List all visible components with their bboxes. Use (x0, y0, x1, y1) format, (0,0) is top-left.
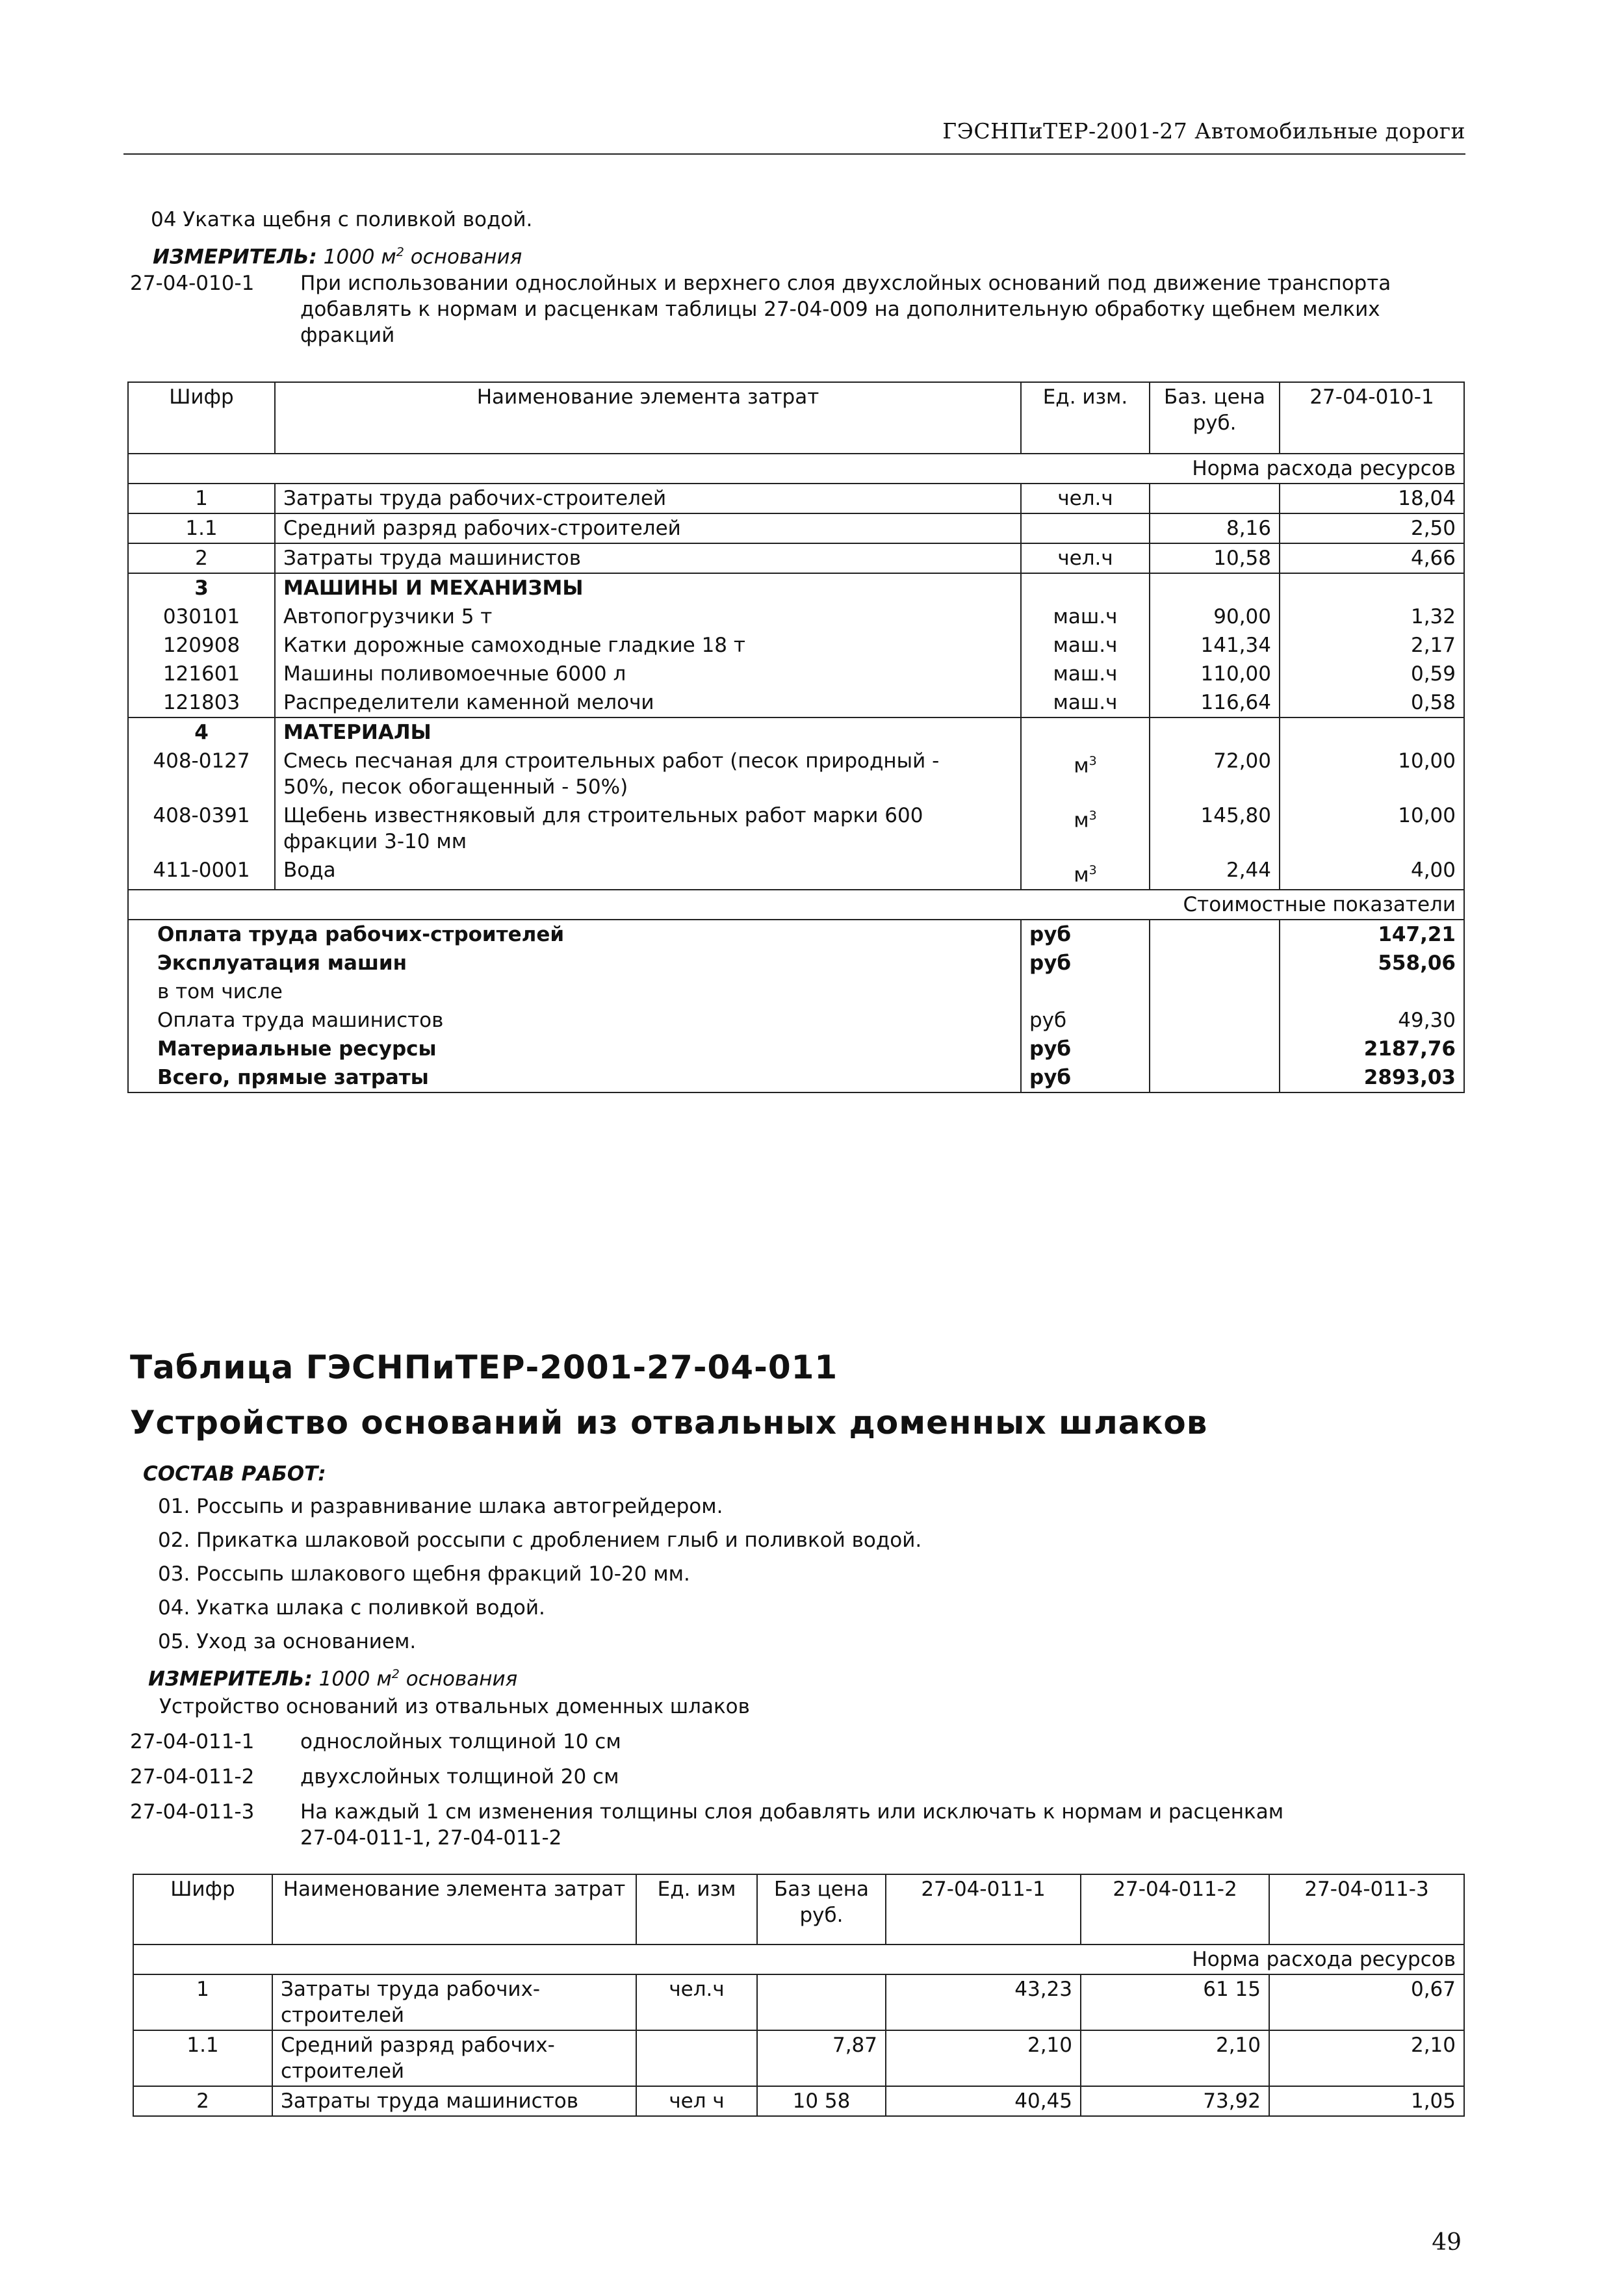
variant-text: На каждый 1 см изменения толщины слоя добавлять или исключать к нормам и расценкам (300, 1800, 1284, 1824)
row-code: 030101 (128, 602, 275, 631)
cost-name: Оплата труда рабочих-строителей (128, 920, 1021, 949)
row-unit: чел.ч (636, 1974, 757, 2030)
table-row (128, 602, 1464, 631)
row-unit: маш.ч (1021, 602, 1150, 631)
table-row (128, 688, 1464, 717)
cost-row (128, 1006, 1464, 1035)
table-row (128, 801, 1464, 856)
cost-name: Оплата труда машинистов (128, 1006, 1021, 1035)
row-price: 110,00 (1150, 660, 1280, 688)
section-row (128, 717, 1464, 747)
header-unit: Ед. изм. (1021, 382, 1150, 454)
table-row (128, 631, 1464, 660)
row-value: 4,00 (1280, 856, 1464, 890)
resource-table-010 (127, 381, 1465, 1093)
section-row (128, 573, 1464, 602)
section-title: МАТЕРИАЛЫ (275, 717, 1021, 747)
row-name: Автопогрузчики 5 т (275, 602, 1021, 631)
row-code: 1.1 (133, 2030, 272, 2086)
cost-name: Материальные ресурсы (128, 1035, 1021, 1063)
running-header-text: ГЭСНПиТЕР-2001-27 Автомобильные дороги (942, 118, 1465, 144)
table-row (128, 484, 1464, 513)
row-name: Средний разряд рабочих-строителей (275, 513, 1021, 543)
row-price: 10,58 (1150, 543, 1280, 573)
header-col: 27-04-010-1 (1280, 382, 1464, 454)
measure-label: ИЗМЕРИТЕЛЬ: (153, 245, 317, 269)
row-name: Затраты труда рабочих-строителей (275, 484, 1021, 513)
row-code: 4 (128, 717, 275, 747)
row-name-line1: Средний разряд рабочих- (281, 2034, 555, 2057)
row-value: 1,32 (1280, 602, 1464, 631)
row-price (757, 1974, 886, 2030)
measure-label: ИЗМЕРИТЕЛЬ: (148, 1667, 313, 1691)
row-value: 10,00 (1280, 801, 1464, 856)
cost-value: 558,06 (1280, 949, 1464, 977)
row-code: 120908 (128, 631, 275, 660)
norm-description-1: При использовании однослойных и верхнего слоя двухслойных оснований под движение транспорта (300, 272, 1391, 295)
measure-value: 1000 м (323, 245, 396, 269)
row-name: Затраты труда машинистов (275, 543, 1021, 573)
row-value-3: 2,10 (1269, 2030, 1464, 2086)
variant-text: однослойных толщиной 10 см (300, 1730, 621, 1753)
cost-name: в том числе (128, 977, 1021, 1006)
cost-row (128, 977, 1464, 1006)
work-step: 02. Прикатка шлаковой россыпи с дроблением глыб и поливкой водой. (158, 1529, 922, 1552)
cost-row (128, 920, 1464, 949)
row-name: Затраты труда машинистов (272, 2086, 636, 2116)
norm-description-2: добавлять к нормам и расценкам таблицы 27-04-009 на дополнительную обработку щебнем мелких (300, 298, 1380, 321)
row-name-line1: Затраты труда рабочих- (281, 1978, 541, 2001)
row-name (275, 801, 1021, 856)
row-value-2: 2,10 (1081, 2030, 1269, 2086)
row-price (1150, 484, 1280, 513)
row-name-line2: строителей (281, 2004, 405, 2027)
measure-line (153, 239, 522, 270)
work-item: 04 Укатка щебня с поливкой водой. (151, 208, 533, 231)
row-name: Вода (275, 856, 1021, 890)
row-unit (636, 2030, 757, 2086)
header-col-1: 27-04-011-1 (886, 1874, 1081, 1945)
unit-sup: 3 (1089, 808, 1097, 823)
unit-sup: 3 (1089, 754, 1097, 768)
header-price (757, 1874, 886, 1945)
norm-caption-row (133, 1945, 1464, 1974)
header-price-line1: Баз. цена (1164, 385, 1265, 409)
table-header-row (133, 1874, 1464, 1945)
row-code: 1 (133, 1974, 272, 2030)
table-row (133, 2086, 1464, 2116)
variant-code: 27-04-011-2 (130, 1765, 255, 1789)
table-row (128, 856, 1464, 890)
row-value-1: 43,23 (886, 1974, 1081, 2030)
row-price: 141,34 (1150, 631, 1280, 660)
norm-caption-row (128, 454, 1464, 484)
measure-suffix: основания (404, 245, 522, 269)
running-header (123, 114, 1465, 155)
header-code: Шифр (128, 382, 275, 454)
table-header-row (128, 382, 1464, 454)
row-code: 1.1 (128, 513, 275, 543)
row-price: 90,00 (1150, 602, 1280, 631)
norm-description-3: фракций (300, 324, 395, 347)
table-row (128, 747, 1464, 801)
cost-unit: руб (1021, 920, 1150, 949)
table-row (128, 543, 1464, 573)
row-unit (1021, 513, 1150, 543)
row-unit: чел.ч (1021, 484, 1150, 513)
row-value: 10,00 (1280, 747, 1464, 801)
row-value: 18,04 (1280, 484, 1464, 513)
row-code: 408-0391 (128, 801, 275, 856)
unit-text: м (1074, 754, 1089, 778)
cost-name: Эксплуатация машин (128, 949, 1021, 977)
row-unit (1021, 747, 1150, 801)
work-step: 01. Россыпь и разравнивание шлака автогрейдером. (158, 1495, 723, 1518)
row-value: 2,17 (1280, 631, 1464, 660)
header-name: Наименование элемента затрат (272, 1874, 636, 1945)
row-code: 3 (128, 573, 275, 602)
unit-sup: 3 (1089, 863, 1097, 877)
cost-value: 2893,03 (1280, 1063, 1464, 1092)
row-value-3: 0,67 (1269, 1974, 1464, 2030)
variant-code: 27-04-011-1 (130, 1730, 255, 1753)
row-unit (1021, 801, 1150, 856)
header-price-line1: Баз цена (773, 1878, 870, 1901)
measure-sup: 2 (391, 1667, 400, 1681)
row-name-line1: Щебень известняковый для строительных работ марки 600 (283, 804, 923, 827)
work-step: 05. Уход за основанием. (158, 1630, 417, 1653)
cost-unit: руб (1021, 1006, 1150, 1035)
unit-text: м (1074, 808, 1089, 833)
variant-code: 27-04-011-3 (130, 1800, 255, 1824)
row-name: Машины поливомоечные 6000 л (275, 660, 1021, 688)
row-name (272, 1974, 636, 2030)
row-name-line2: фракции 3-10 мм (283, 830, 467, 853)
header-price-line2: руб. (799, 1904, 844, 1927)
row-code: 2 (128, 543, 275, 573)
row-price: 10 58 (757, 2086, 886, 2116)
row-name: Распределители каменной мелочи (275, 688, 1021, 717)
row-price: 7,87 (757, 2030, 886, 2086)
row-price: 72,00 (1150, 747, 1280, 801)
row-price: 116,64 (1150, 688, 1280, 717)
row-name-line2: 50%, песок обогащенный - 50%) (283, 775, 628, 799)
row-code: 1 (128, 484, 275, 513)
header-unit: Ед. изм (636, 1874, 757, 1945)
row-value-1: 40,45 (886, 2086, 1081, 2116)
cost-name: Всего, прямые затраты (128, 1063, 1021, 1092)
row-price: 8,16 (1150, 513, 1280, 543)
row-code: 121601 (128, 660, 275, 688)
row-unit: маш.ч (1021, 688, 1150, 717)
table-row (133, 2030, 1464, 2086)
row-value-2: 73,92 (1081, 2086, 1269, 2116)
cost-row (128, 1035, 1464, 1063)
cost-row (128, 1063, 1464, 1092)
row-name-line2: строителей (281, 2060, 405, 2083)
cost-unit: руб (1021, 949, 1150, 977)
cost-unit: руб (1021, 1035, 1150, 1063)
header-price-line2: руб. (1192, 411, 1237, 435)
row-name: Катки дорожные самоходные гладкие 18 т (275, 631, 1021, 660)
row-price: 2,44 (1150, 856, 1280, 890)
works-label: СОСТАВ РАБОТ: (143, 1462, 326, 1486)
resource-table-011 (133, 1874, 1465, 2117)
cost-unit: руб (1021, 1063, 1150, 1092)
table-title: Таблица ГЭСНПиТЕР-2001-27-04-011 (130, 1349, 838, 1386)
header-code: Шифр (133, 1874, 272, 1945)
unit-text: м (1074, 863, 1089, 887)
group-title: Устройство оснований из отвальных доменных шлаков (159, 1695, 750, 1718)
table-row (133, 1974, 1464, 2030)
header-col-3: 27-04-011-3 (1269, 1874, 1464, 1945)
measure-sup: 2 (396, 245, 404, 259)
row-unit: маш.ч (1021, 631, 1150, 660)
row-code: 408-0127 (128, 747, 275, 801)
row-name-line1: Смесь песчаная для строительных работ (песок природный - (283, 749, 940, 773)
variant-text-2: 27-04-011-1, 27-04-011-2 (300, 1826, 562, 1850)
header-price (1150, 382, 1280, 454)
cost-caption-row (128, 890, 1464, 920)
table-row (128, 660, 1464, 688)
row-value: 0,58 (1280, 688, 1464, 717)
variant-text: двухслойных толщиной 20 см (300, 1765, 619, 1789)
cost-value: 147,21 (1280, 920, 1464, 949)
header-name: Наименование элемента затрат (275, 382, 1021, 454)
cost-value: 2187,76 (1280, 1035, 1464, 1063)
row-value-2: 61 15 (1081, 1974, 1269, 2030)
work-step: 04. Укатка шлака с поливкой водой. (158, 1596, 545, 1620)
section-title: МАШИНЫ И МЕХАНИЗМЫ (275, 573, 1021, 602)
measure-value: 1000 м (318, 1667, 392, 1691)
table-row (128, 513, 1464, 543)
row-unit: маш.ч (1021, 660, 1150, 688)
row-unit: чел.ч (1021, 543, 1150, 573)
measure-suffix: основания (399, 1667, 518, 1691)
row-value-3: 1,05 (1269, 2086, 1464, 2116)
row-unit: чел ч (636, 2086, 757, 2116)
row-value: 0,59 (1280, 660, 1464, 688)
cost-value: 49,30 (1280, 1006, 1464, 1035)
measure-line-2 (148, 1661, 517, 1692)
page-number: 49 (1432, 2229, 1462, 2256)
header-col-2: 27-04-011-2 (1081, 1874, 1269, 1945)
row-value: 4,66 (1280, 543, 1464, 573)
row-code: 121803 (128, 688, 275, 717)
cost-caption: Стоимостные показатели (1150, 890, 1464, 920)
row-value-1: 2,10 (886, 2030, 1081, 2086)
norm-caption: Норма расхода ресурсов (1081, 1945, 1464, 1974)
row-price: 145,80 (1150, 801, 1280, 856)
row-unit (1021, 856, 1150, 890)
cost-row (128, 949, 1464, 977)
row-code: 2 (133, 2086, 272, 2116)
row-name (275, 747, 1021, 801)
row-value: 2,50 (1280, 513, 1464, 543)
row-code: 411-0001 (128, 856, 275, 890)
row-name (272, 2030, 636, 2086)
table-subtitle: Устройство оснований из отвальных доменных шлаков (130, 1404, 1208, 1441)
norm-caption: Норма расхода ресурсов (1150, 454, 1464, 484)
work-step: 03. Россыпь шлакового щебня фракций 10-20 мм. (158, 1562, 690, 1586)
norm-code: 27-04-010-1 (130, 272, 255, 295)
